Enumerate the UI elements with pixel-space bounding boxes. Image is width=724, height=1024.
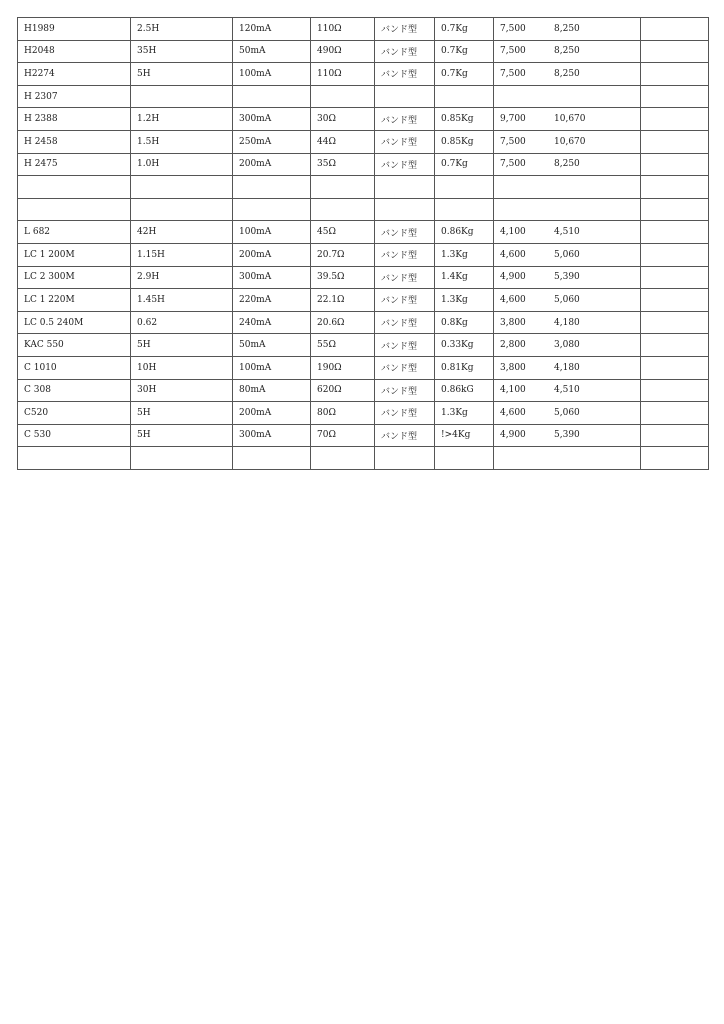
- current-cell: 240mA: [233, 311, 311, 334]
- price-cell: [494, 108, 641, 131]
- blank-cell: [641, 447, 709, 470]
- blank-cell: [641, 18, 709, 41]
- resistance-cell: 55Ω: [311, 334, 375, 357]
- price-with-tax: 8,250: [554, 46, 580, 57]
- inductance-cell: 1.45H: [131, 289, 233, 312]
- price-cell: [494, 18, 641, 41]
- price-base: 7,500: [500, 159, 526, 170]
- price-base: 4,600: [500, 407, 526, 418]
- type-cell: バンド型: [375, 311, 435, 334]
- weight-cell: 0.7Kg: [435, 63, 494, 86]
- blank-cell: [641, 85, 709, 108]
- weight-cell: [435, 447, 494, 470]
- type-cell: バンド型: [375, 130, 435, 153]
- blank-cell: [641, 198, 709, 221]
- current-cell: [233, 85, 311, 108]
- inductance-cell: 35H: [131, 40, 233, 63]
- price-cell: [494, 243, 641, 266]
- resistance-cell: 190Ω: [311, 356, 375, 379]
- weight-cell: [435, 176, 494, 199]
- current-cell: 300mA: [233, 108, 311, 131]
- price-base: 3,800: [500, 317, 526, 328]
- inductance-cell: 42H: [131, 221, 233, 244]
- model-cell: [18, 198, 131, 221]
- weight-cell: 1.3Kg: [435, 289, 494, 312]
- blank-cell: [641, 243, 709, 266]
- weight-cell: 1.4Kg: [435, 266, 494, 289]
- table-row: [18, 176, 709, 199]
- price-pair: [500, 430, 640, 440]
- blank-cell: [641, 379, 709, 402]
- table-row: [18, 198, 709, 221]
- resistance-cell: 80Ω: [311, 402, 375, 425]
- blank-cell: [641, 108, 709, 131]
- price-base: 4,900: [500, 430, 526, 441]
- price-with-tax: 8,250: [554, 23, 580, 34]
- inductance-cell: 1.2H: [131, 108, 233, 131]
- inductance-cell: 10H: [131, 356, 233, 379]
- table-row: [18, 356, 709, 379]
- blank-cell: [641, 221, 709, 244]
- price-cell: [494, 402, 641, 425]
- price-with-tax: 4,180: [554, 317, 580, 328]
- resistance-cell: 20.6Ω: [311, 311, 375, 334]
- model-cell: [18, 176, 131, 199]
- model-cell: H 2307: [18, 85, 131, 108]
- current-cell: [233, 176, 311, 199]
- inductance-cell: [131, 176, 233, 199]
- price-with-tax: 4,510: [554, 385, 580, 396]
- price-pair: [500, 46, 640, 56]
- price-cell: [494, 153, 641, 176]
- price-base: 9,700: [500, 114, 526, 125]
- weight-cell: 0.81Kg: [435, 356, 494, 379]
- price-pair: [500, 385, 640, 395]
- price-with-tax: 8,250: [554, 159, 580, 170]
- inductance-cell: 1.15H: [131, 243, 233, 266]
- price-base: 7,500: [500, 46, 526, 57]
- price-base: 4,900: [500, 272, 526, 283]
- table-row: [18, 447, 709, 470]
- table-body: [18, 18, 709, 470]
- blank-cell: [641, 40, 709, 63]
- blank-cell: [641, 130, 709, 153]
- table-row: [18, 221, 709, 244]
- price-cell: [494, 40, 641, 63]
- blank-cell: [641, 356, 709, 379]
- weight-cell: 0.85Kg: [435, 108, 494, 131]
- inductance-cell: 5H: [131, 334, 233, 357]
- price-pair: [500, 363, 640, 373]
- resistance-cell: 20.7Ω: [311, 243, 375, 266]
- current-cell: 220mA: [233, 289, 311, 312]
- price-cell: [494, 447, 641, 470]
- blank-cell: [641, 424, 709, 447]
- model-cell: KAC 550: [18, 334, 131, 357]
- type-cell: [375, 85, 435, 108]
- weight-cell: 0.85Kg: [435, 130, 494, 153]
- current-cell: [233, 198, 311, 221]
- model-cell: H2048: [18, 40, 131, 63]
- price-pair: [500, 227, 640, 237]
- current-cell: 120mA: [233, 18, 311, 41]
- price-with-tax: 5,390: [554, 430, 580, 441]
- blank-cell: [641, 311, 709, 334]
- table-row: [18, 130, 709, 153]
- current-cell: 200mA: [233, 402, 311, 425]
- price-pair: [500, 159, 640, 169]
- type-cell: バンド型: [375, 63, 435, 86]
- inductance-cell: [131, 447, 233, 470]
- table-row: [18, 40, 709, 63]
- resistance-cell: 110Ω: [311, 18, 375, 41]
- inductance-cell: [131, 198, 233, 221]
- price-with-tax: 8,250: [554, 68, 580, 79]
- type-cell: バンド型: [375, 108, 435, 131]
- inductance-cell: 2.5H: [131, 18, 233, 41]
- weight-cell: !>4Kg: [435, 424, 494, 447]
- current-cell: 200mA: [233, 153, 311, 176]
- price-cell: [494, 424, 641, 447]
- price-with-tax: 5,060: [554, 249, 580, 260]
- table-row: [18, 334, 709, 357]
- table-row: [18, 18, 709, 41]
- price-base: 7,500: [500, 23, 526, 34]
- weight-cell: 0.7Kg: [435, 40, 494, 63]
- price-base: 4,600: [500, 249, 526, 260]
- price-cell: [494, 289, 641, 312]
- blank-cell: [641, 289, 709, 312]
- type-cell: バンド型: [375, 18, 435, 41]
- table-row: [18, 402, 709, 425]
- inductance-cell: [131, 85, 233, 108]
- type-cell: バンド型: [375, 221, 435, 244]
- model-cell: LC 1 200M: [18, 243, 131, 266]
- model-cell: H1989: [18, 18, 131, 41]
- resistance-cell: 44Ω: [311, 130, 375, 153]
- price-cell: [494, 379, 641, 402]
- current-cell: 80mA: [233, 379, 311, 402]
- table-row: [18, 63, 709, 86]
- model-cell: H 2475: [18, 153, 131, 176]
- resistance-cell: [311, 85, 375, 108]
- price-cell: [494, 176, 641, 199]
- weight-cell: 0.7Kg: [435, 153, 494, 176]
- resistance-cell: 35Ω: [311, 153, 375, 176]
- resistance-cell: 22.1Ω: [311, 289, 375, 312]
- price-cell: [494, 130, 641, 153]
- resistance-cell: 39.5Ω: [311, 266, 375, 289]
- blank-cell: [641, 153, 709, 176]
- price-base: 4,100: [500, 385, 526, 396]
- current-cell: [233, 447, 311, 470]
- current-cell: 250mA: [233, 130, 311, 153]
- model-cell: L 682: [18, 221, 131, 244]
- resistance-cell: 30Ω: [311, 108, 375, 131]
- table-row: [18, 108, 709, 131]
- price-base: 7,500: [500, 68, 526, 79]
- price-cell: [494, 356, 641, 379]
- type-cell: バンド型: [375, 289, 435, 312]
- blank-cell: [641, 266, 709, 289]
- resistance-cell: 490Ω: [311, 40, 375, 63]
- price-with-tax: 5,060: [554, 407, 580, 418]
- weight-cell: [435, 85, 494, 108]
- table-row: [18, 311, 709, 334]
- weight-cell: 1.3Kg: [435, 402, 494, 425]
- current-cell: 100mA: [233, 63, 311, 86]
- inductance-cell: 5H: [131, 424, 233, 447]
- price-pair: [500, 272, 640, 282]
- price-cell: [494, 311, 641, 334]
- price-pair: [500, 137, 640, 147]
- model-cell: C520: [18, 402, 131, 425]
- model-cell: [18, 447, 131, 470]
- inductance-cell: 5H: [131, 63, 233, 86]
- price-pair: [500, 24, 640, 34]
- price-with-tax: 5,060: [554, 294, 580, 305]
- model-cell: LC 2 300M: [18, 266, 131, 289]
- price-cell: [494, 85, 641, 108]
- type-cell: バンド型: [375, 266, 435, 289]
- type-cell: バンド型: [375, 402, 435, 425]
- weight-cell: 0.8Kg: [435, 311, 494, 334]
- inductance-cell: 30H: [131, 379, 233, 402]
- price-base: 7,500: [500, 136, 526, 147]
- price-base: 3,800: [500, 362, 526, 373]
- price-pair: [500, 114, 640, 124]
- type-cell: [375, 198, 435, 221]
- weight-cell: 0.86kG: [435, 379, 494, 402]
- price-cell: [494, 266, 641, 289]
- model-cell: C 308: [18, 379, 131, 402]
- resistance-cell: 45Ω: [311, 221, 375, 244]
- current-cell: 100mA: [233, 356, 311, 379]
- table-row: [18, 424, 709, 447]
- choke-spec-table: [17, 17, 709, 470]
- table-row: [18, 85, 709, 108]
- price-pair: [500, 408, 640, 418]
- weight-cell: 0.7Kg: [435, 18, 494, 41]
- weight-cell: [435, 198, 494, 221]
- current-cell: 300mA: [233, 266, 311, 289]
- inductance-cell: 1.0H: [131, 153, 233, 176]
- model-cell: C 530: [18, 424, 131, 447]
- model-cell: H2274: [18, 63, 131, 86]
- price-pair: [500, 295, 640, 305]
- model-cell: H 2458: [18, 130, 131, 153]
- resistance-cell: [311, 176, 375, 199]
- type-cell: バンド型: [375, 379, 435, 402]
- price-with-tax: 4,510: [554, 227, 580, 238]
- price-with-tax: 5,390: [554, 272, 580, 283]
- model-cell: LC 0.5 240M: [18, 311, 131, 334]
- weight-cell: 1.3Kg: [435, 243, 494, 266]
- price-with-tax: 10,670: [554, 114, 586, 125]
- inductance-cell: 5H: [131, 402, 233, 425]
- model-cell: LC 1 220M: [18, 289, 131, 312]
- current-cell: 200mA: [233, 243, 311, 266]
- inductance-cell: 0.62: [131, 311, 233, 334]
- model-cell: C 1010: [18, 356, 131, 379]
- table-row: [18, 289, 709, 312]
- blank-cell: [641, 402, 709, 425]
- type-cell: バンド型: [375, 424, 435, 447]
- resistance-cell: [311, 447, 375, 470]
- price-pair: [500, 318, 640, 328]
- table-row: [18, 379, 709, 402]
- price-cell: [494, 63, 641, 86]
- price-with-tax: 10,670: [554, 136, 586, 147]
- price-base: 4,600: [500, 294, 526, 305]
- model-cell: H 2388: [18, 108, 131, 131]
- type-cell: バンド型: [375, 334, 435, 357]
- price-cell: [494, 198, 641, 221]
- price-pair: [500, 340, 640, 350]
- inductance-cell: 1.5H: [131, 130, 233, 153]
- price-pair: [500, 250, 640, 260]
- current-cell: 50mA: [233, 334, 311, 357]
- type-cell: バンド型: [375, 40, 435, 63]
- price-base: 2,800: [500, 340, 526, 351]
- weight-cell: 0.86Kg: [435, 221, 494, 244]
- table-row: [18, 266, 709, 289]
- current-cell: 300mA: [233, 424, 311, 447]
- resistance-cell: [311, 198, 375, 221]
- price-base: 4,100: [500, 227, 526, 238]
- weight-cell: 0.33Kg: [435, 334, 494, 357]
- type-cell: [375, 176, 435, 199]
- table-row: [18, 153, 709, 176]
- current-cell: 100mA: [233, 221, 311, 244]
- price-pair: [500, 69, 640, 79]
- resistance-cell: 620Ω: [311, 379, 375, 402]
- type-cell: バンド型: [375, 153, 435, 176]
- type-cell: バンド型: [375, 356, 435, 379]
- table-row: [18, 243, 709, 266]
- inductance-cell: 2.9H: [131, 266, 233, 289]
- blank-cell: [641, 63, 709, 86]
- blank-cell: [641, 334, 709, 357]
- price-cell: [494, 221, 641, 244]
- type-cell: バンド型: [375, 243, 435, 266]
- price-with-tax: 4,180: [554, 362, 580, 373]
- price-with-tax: 3,080: [554, 340, 580, 351]
- price-cell: [494, 334, 641, 357]
- blank-cell: [641, 176, 709, 199]
- type-cell: [375, 447, 435, 470]
- resistance-cell: 110Ω: [311, 63, 375, 86]
- current-cell: 50mA: [233, 40, 311, 63]
- resistance-cell: 70Ω: [311, 424, 375, 447]
